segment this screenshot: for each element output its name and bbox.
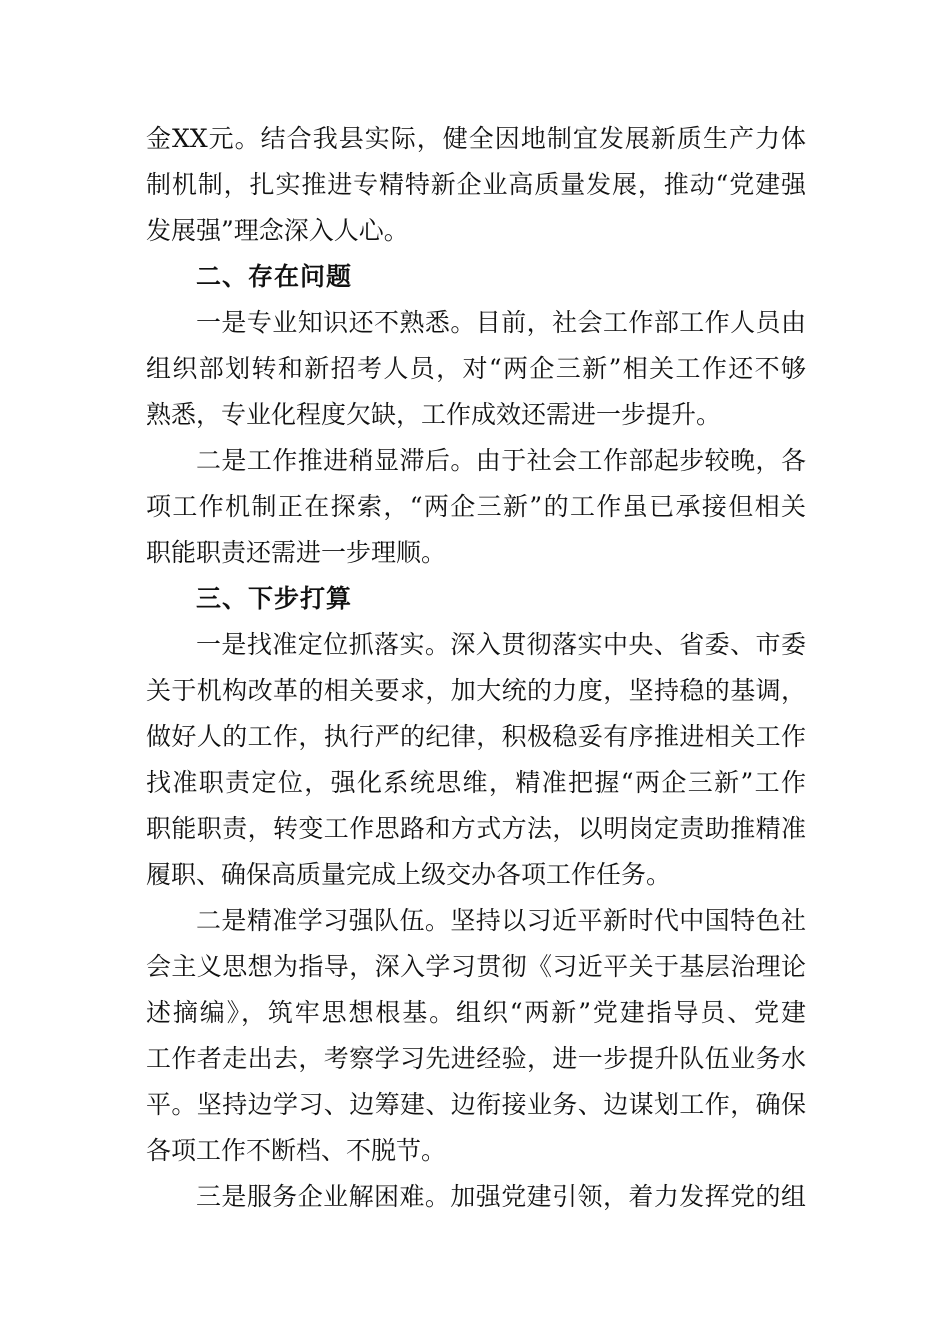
paragraph-line: 会主义思想为指导，深入学习贯彻《习近平关于基层治理论 xyxy=(146,952,806,981)
paragraph-line: 一是专业知识还不熟悉。目前，社会工作部工作人员由 xyxy=(196,308,806,337)
paragraph-line: 做好人的工作，执行严的纪律，积极稳妥有序推进相关工作 xyxy=(146,722,806,751)
paragraph-line: 关于机构改革的相关要求，加大统的力度，坚持稳的基调， xyxy=(146,676,806,705)
paragraph-line: 一是找准定位抓落实。深入贯彻落实中央、省委、市委 xyxy=(196,630,806,659)
paragraph-line: 二是精准学习强队伍。坚持以习近平新时代中国特色社 xyxy=(196,906,806,935)
paragraph-line: 二是工作推进稍显滞后。由于社会工作部起步较晚，各 xyxy=(196,446,806,475)
paragraph-line: 平。坚持边学习、边筹建、边衔接业务、边谋划工作，确保 xyxy=(146,1090,806,1119)
paragraph-line: 组织部划转和新招考人员，对“两企三新”相关工作还不够 xyxy=(146,354,806,383)
paragraph-line: 三是服务企业解困难。加强党建引领，着力发挥党的组 xyxy=(196,1182,806,1211)
paragraph-line: 职能职责，转变工作思路和方式方法，以明岗定责助推精准 xyxy=(146,814,806,843)
paragraph-line: 项工作机制正在探索，“两企三新”的工作虽已承接但相关 xyxy=(146,492,806,521)
paragraph-line: 述摘编》，筑牢思想根基。组织“两新”党建指导员、党建 xyxy=(146,998,806,1027)
paragraph-line: 金XX元。结合我县实际，健全因地制宜发展新质生产力体 xyxy=(146,124,806,153)
section-heading: 三、下步打算 xyxy=(196,584,353,613)
paragraph-line: 工作者走出去，考察学习先进经验，进一步提升队伍业务水 xyxy=(146,1044,806,1073)
paragraph-line: 履职、确保高质量完成上级交办各项工作任务。 xyxy=(146,860,672,889)
paragraph-line: 制机制，扎实推进专精特新企业高质量发展，推动“党建强 xyxy=(146,170,806,199)
paragraph-line: 熟悉，专业化程度欠缺，工作成效还需进一步提升。 xyxy=(146,400,722,429)
paragraph-line: 发展强”理念深入人心。 xyxy=(146,216,409,245)
paragraph-line: 各项工作不断档、不脱节。 xyxy=(146,1136,447,1165)
paragraph-line: 找准职责定位，强化系统思维，精准把握“两企三新”工作 xyxy=(146,768,806,797)
paragraph-line: 职能职责还需进一步理顺。 xyxy=(146,538,447,567)
section-heading: 二、存在问题 xyxy=(196,262,353,291)
